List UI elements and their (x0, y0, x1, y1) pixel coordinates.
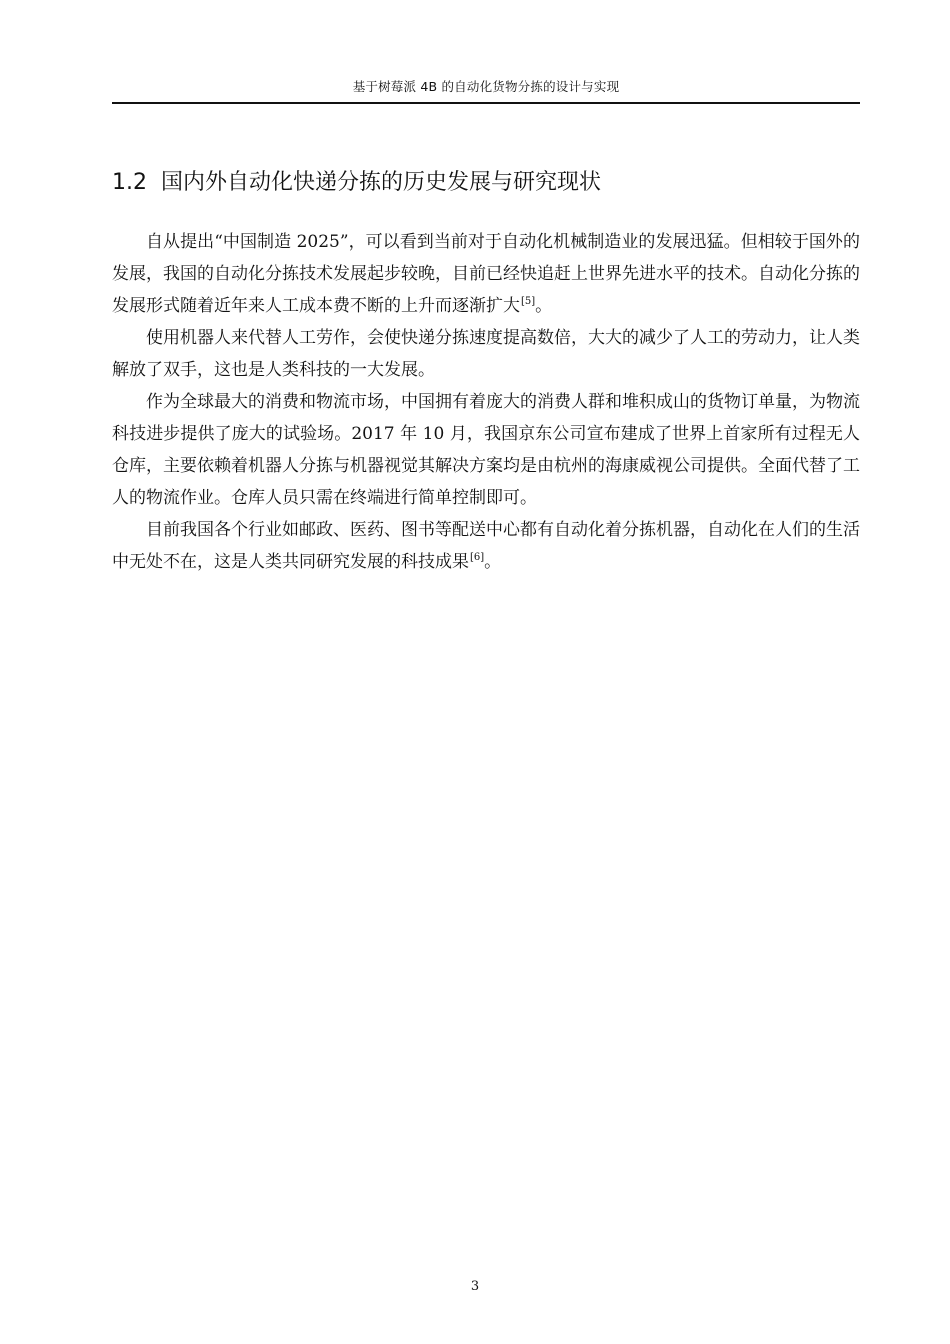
paragraph-tail: 。 (484, 552, 502, 572)
page-number: 3 (470, 1279, 480, 1294)
section-number: 1.2 (112, 170, 147, 195)
paragraph-text: 作为全球最大的消费和物流市场，中国拥有着庞大的消费人群和堆积成山的货物订单量，为物流科技进步提供了庞大的试验场。2017 年 10 月，我国京东公司宣布建成了世界上首家所有过程无人仓库，主要依赖着机器人分拣与机器视觉其解决方案均是由杭州的海康威视公司提供。全面代替了工人的物流作业。仓库人员只需在终端进行简单控制即可。 (112, 392, 860, 508)
running-header (112, 76, 860, 104)
body-text (112, 226, 860, 578)
paragraph (112, 514, 860, 578)
paragraph (112, 322, 860, 386)
paragraph-text: 自从提出“中国制造 2025”，可以看到当前对于自动化机械制造业的发展迅猛。但相较于国外的发展，我国的自动化分拣技术发展起步较晚，目前已经快追赶上世界先进水平的技术。自动化分拣的发展形式随着近年来人工成本费不断的上升而逐渐扩大 (112, 232, 860, 316)
citation-marker: [5] (521, 296, 536, 308)
header-title: 基于树莓派 4B 的自动化货物分拣的设计与实现 (352, 79, 620, 94)
paragraph (112, 386, 860, 514)
paragraph (112, 226, 860, 322)
paragraph-text: 使用机器人来代替人工劳作，会使快递分拣速度提高数倍，大大的减少了人工的劳动力，让人类解放了双手，这也是人类科技的一大发展。 (112, 328, 860, 380)
paragraph-tail: 。 (535, 296, 553, 316)
section-title: 国内外自动化快递分拣的历史发展与研究现状 (161, 170, 602, 195)
section-heading (112, 166, 860, 200)
paragraph-text: 目前我国各个行业如邮政、医药、图书等配送中心都有自动化着分拣机器，自动化在人们的生活中无处不在，这是人类共同研究发展的科技成果 (112, 520, 860, 572)
citation-marker: [6] (470, 552, 485, 564)
